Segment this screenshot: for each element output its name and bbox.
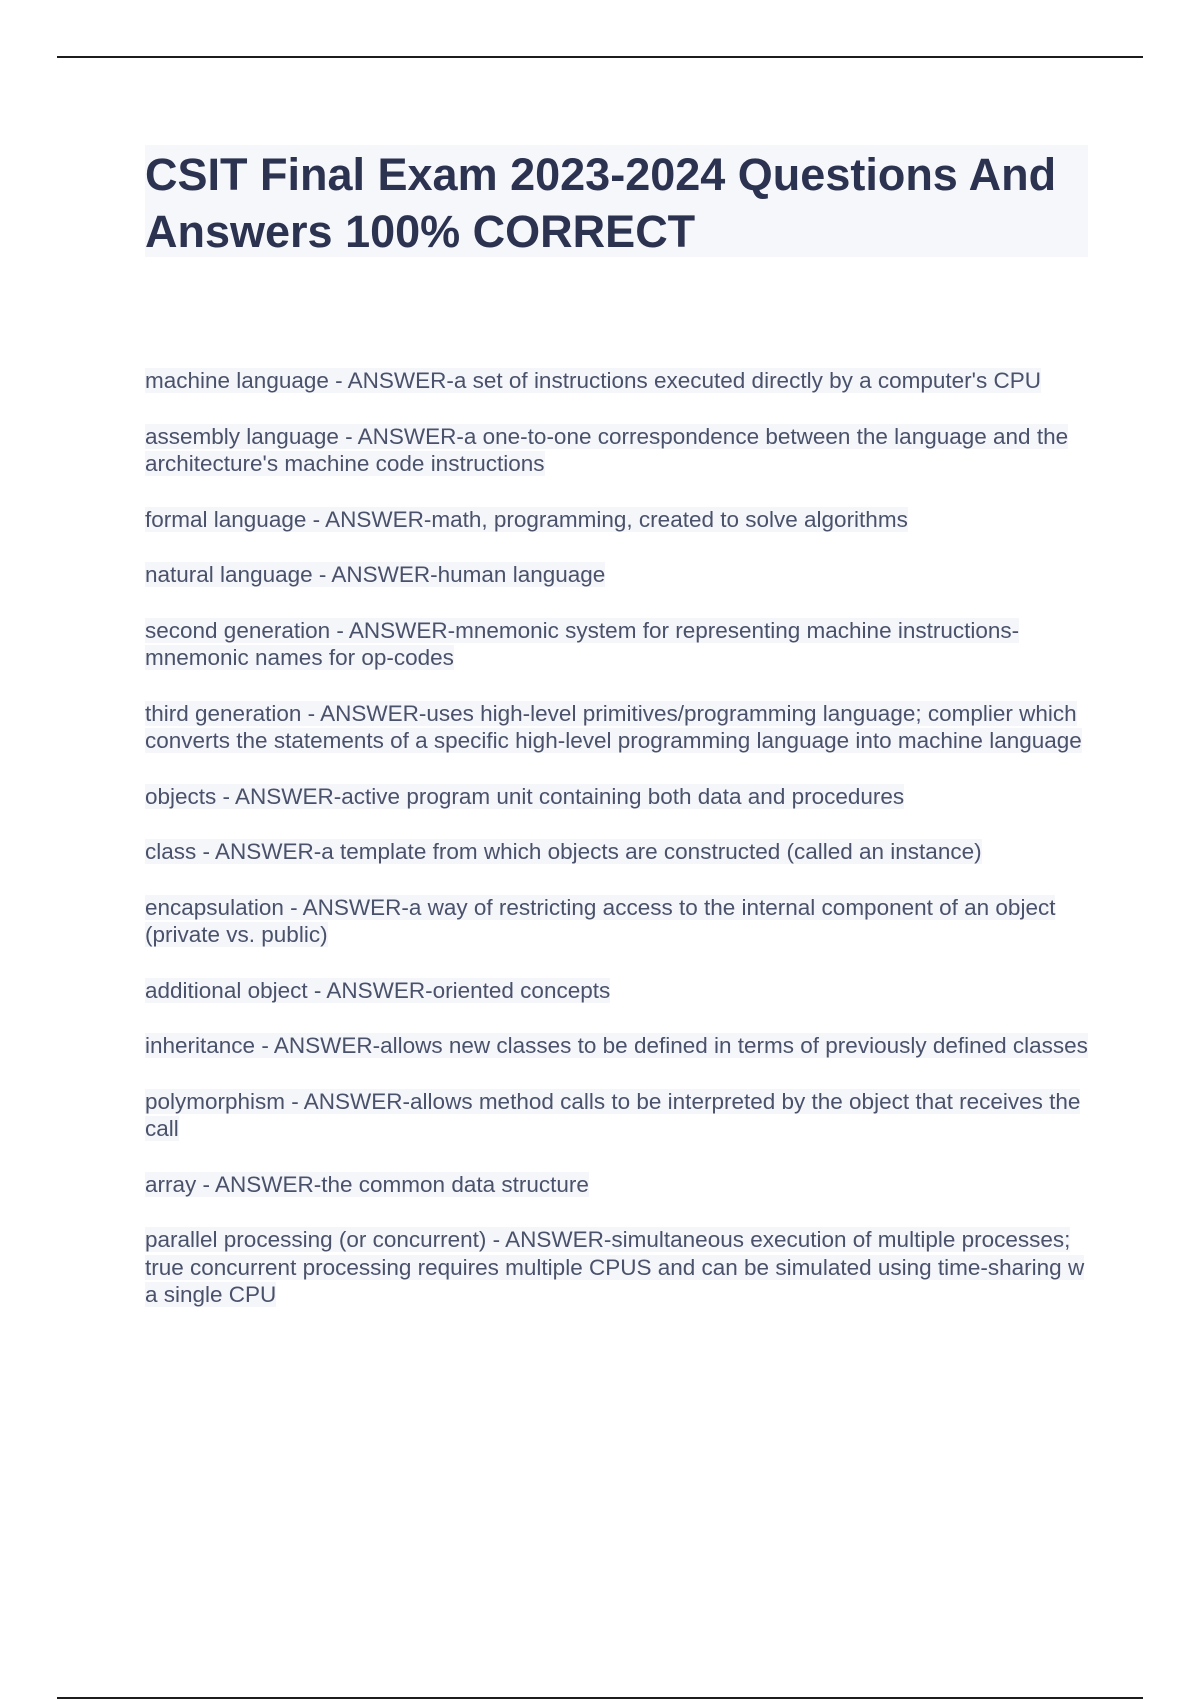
qa-item [145, 700, 1095, 755]
qa-text: machine language - ANSWER-a set of instructions executed directly by a computer's CPU [145, 368, 1041, 393]
qa-text: natural language - ANSWER-human language [145, 562, 606, 587]
qa-item [145, 1171, 1095, 1199]
qa-item [145, 894, 1095, 949]
qa-item [145, 783, 1095, 811]
page-title: CSIT Final Exam 2023-2024 Questions And Answers 100% CORRECT [145, 149, 1057, 257]
bottom-divider [57, 1697, 1143, 1699]
qa-item [145, 561, 1095, 589]
qa-item [145, 423, 1095, 478]
top-divider [57, 56, 1143, 58]
qa-item [145, 617, 1095, 672]
qa-text: objects - ANSWER-active program unit containing both data and procedures [145, 783, 905, 809]
qa-item [145, 838, 1095, 866]
qa-text: polymorphism - ANSWER-allows method calls to be interpreted by the object that receives the call [145, 1088, 1081, 1141]
qa-text: inheritance - ANSWER-allows new classes to be defined in terms of previously defined classes [145, 1033, 1088, 1058]
qa-text: third generation - ANSWER-uses high-level primitives/programming language; complier which converts the statements of a specific high-level programming language into machine language [145, 700, 1082, 753]
qa-text: assembly language - ANSWER-a one-to-one correspondence between the language and the architecture's machine code instructions [145, 423, 1069, 476]
qa-text: class - ANSWER-a template from which objects are constructed (called an instance) [145, 839, 982, 864]
qa-text: parallel processing (or concurrent) - ANSWER-simultaneous execution of multiple processes; true concurrent processing requires multiple CPUS and can be simulated using time-sharing w a single CPU [145, 1227, 1085, 1307]
qa-text: additional object - ANSWER-oriented concepts [145, 977, 611, 1003]
qa-list [145, 367, 1095, 1337]
qa-text: second generation - ANSWER-mnemonic system for representing machine instructions- mnemonic names for op-codes [145, 617, 1020, 670]
qa-text: array - ANSWER-the common data structure [145, 1171, 589, 1197]
qa-item [145, 1226, 1095, 1309]
qa-item [145, 977, 1095, 1005]
qa-item [145, 506, 1095, 534]
qa-item [145, 367, 1095, 395]
qa-text: encapsulation - ANSWER-a way of restricting access to the internal component of an object (private vs. public) [145, 894, 1056, 947]
qa-item [145, 1032, 1095, 1060]
qa-text: formal language - ANSWER-math, programming, created to solve algorithms [145, 506, 908, 532]
qa-item [145, 1088, 1095, 1143]
